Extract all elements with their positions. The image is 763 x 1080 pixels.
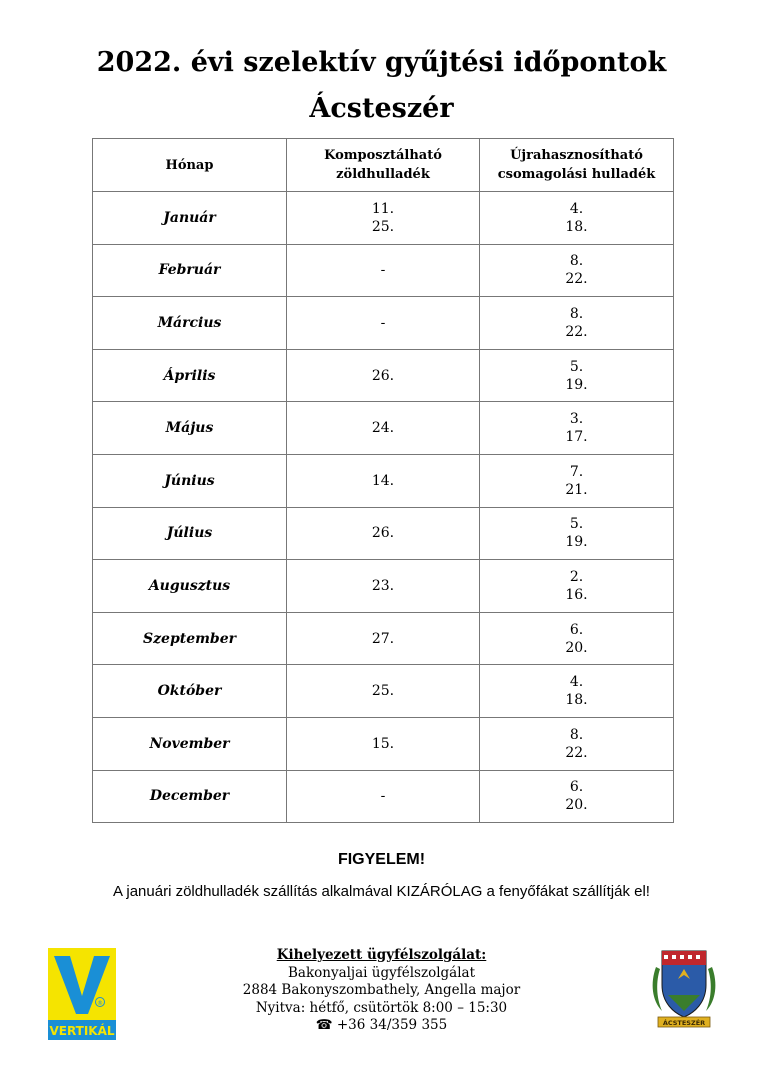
contact-address: 2884 Bakonyszombathely, Angella major [242,982,521,998]
date-value: 26. [371,525,395,542]
date-value: 2. [569,568,584,585]
month-cell: Április [93,349,287,402]
green-waste-cell [287,402,480,455]
date-value: 22. [565,271,588,288]
table-row [93,612,674,665]
date-value: 3. [569,411,584,428]
attention-heading: FIGYELEM! [337,851,426,868]
date-value: 8. [569,253,584,270]
date-value: 4. [569,200,584,217]
date-value: 19. [565,534,588,551]
date-value: 22. [565,744,588,761]
date-value: 21. [565,481,588,498]
date-value: 18. [565,692,588,709]
date-value: 25. [371,683,395,700]
green-waste-cell [287,507,480,560]
month-cell: Szeptember [93,612,287,665]
packaging-waste-cell [480,244,674,297]
packaging-waste-cell [480,560,674,613]
table-row [93,665,674,718]
date-value: 4. [569,674,584,691]
month-cell: Március [93,297,287,350]
header-green-line-2: zöldhulladék [336,167,430,182]
packaging-waste-cell [480,507,674,560]
packaging-waste-cell [480,402,674,455]
month-cell: Június [93,454,287,507]
date-value: 17. [565,429,588,446]
date-value: 5. [569,358,584,375]
registered-mark: ® [97,1000,103,1007]
date-value: 20. [565,797,588,814]
date-value: - [380,788,386,805]
date-value: 7. [569,463,584,480]
green-waste-cell [287,612,480,665]
table-header-row [93,139,674,192]
crest-banner-text: ÁCSTESZÉR [662,1019,706,1027]
header-packaging-line-1: Újrahasznosítható [510,148,643,163]
table-row [93,349,674,402]
month-cell: December [93,770,287,823]
date-value: 5. [569,516,584,533]
date-value: 15. [371,735,395,752]
date-value: 26. [371,367,395,384]
page-title: 2022. évi szelektív gyűjtési időpontok [96,47,667,78]
green-waste-cell [287,665,480,718]
packaging-waste-cell [480,349,674,402]
packaging-waste-cell [480,612,674,665]
header-packaging-waste [480,139,674,192]
schedule-table [92,138,674,823]
vertikal-logo [48,948,116,1040]
green-waste-cell [287,244,480,297]
green-waste-cell [287,770,480,823]
green-waste-cell [287,454,480,507]
packaging-waste-cell [480,717,674,770]
date-value: 20. [565,639,588,656]
table-row [93,717,674,770]
green-waste-cell [287,717,480,770]
date-value: 11. [371,200,395,217]
crest-left-leaves [653,967,662,1011]
table-row [93,560,674,613]
header-green-waste [287,139,480,192]
date-value: 6. [569,779,584,796]
acsteszer-crest-logo [648,945,720,1031]
date-value: 19. [565,376,588,393]
date-value: 24. [371,420,395,437]
table-row [93,402,674,455]
date-value: 25. [371,218,395,235]
packaging-waste-cell [480,665,674,718]
green-waste-cell [287,349,480,402]
contact-block [200,947,563,1035]
contact-heading: Kihelyezett ügyfélszolgálat: [276,947,487,963]
contact-phone: ☎ +36 34/359 355 [315,1017,448,1033]
contact-name: Bakonyaljai ügyfélszolgálat [287,964,476,981]
date-value: 22. [565,323,588,340]
table-row [93,770,674,823]
date-value: - [380,262,386,279]
table-row [93,297,674,350]
green-waste-cell [287,560,480,613]
date-value: 16. [565,586,588,603]
packaging-waste-cell [480,454,674,507]
date-value: 8. [569,726,584,743]
month-cell: Február [93,244,287,297]
packaging-waste-cell [480,192,674,245]
vertikal-logo-text: VERTIKÁL [49,1024,115,1038]
month-cell: Augusztus [93,560,287,613]
schedule-body [93,192,674,823]
date-value: 23. [371,577,395,594]
month-cell: Január [93,192,287,245]
month-cell: Július [93,507,287,560]
month-cell: Október [93,665,287,718]
green-waste-cell [287,297,480,350]
table-row [93,192,674,245]
header-month: Hónap [93,139,287,192]
date-value: - [380,314,386,331]
header-packaging-line-2: csomagolási hulladék [497,167,656,182]
packaging-waste-cell [480,297,674,350]
crest-right-leaves [706,967,715,1011]
date-value: 14. [371,472,395,489]
header-green-line-1: Komposztálható [324,148,442,163]
table-row [93,454,674,507]
date-value: 27. [371,630,395,647]
green-waste-cell [287,192,480,245]
date-value: 8. [569,305,584,322]
month-cell: Május [93,402,287,455]
page-subtitle: Ácsteszér [309,93,454,124]
date-value: 18. [565,218,588,235]
contact-hours: Nyitva: hétfő, csütörtök 8:00 – 15:30 [255,999,508,1016]
notice-text: A januári zöldhulladék szállítás alkalmával KIZÁRÓLAG a fenyőfákat szállítják el! [113,883,650,900]
month-cell: November [93,717,287,770]
table-row [93,507,674,560]
packaging-waste-cell [480,770,674,823]
date-value: 6. [569,621,584,638]
table-row [93,244,674,297]
